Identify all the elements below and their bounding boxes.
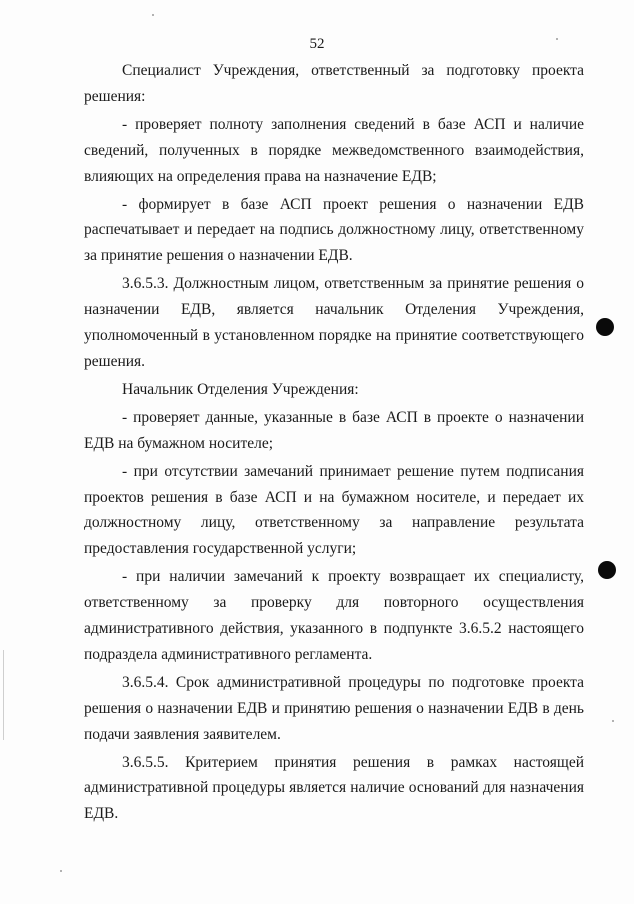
paragraph-no-remarks: - при отсутствии замечаний принимает решение путем подписания проектов решения в базе АСП и на бумажном носителе, и передает их должностному лицу, ответственному за направление результата предоставления государственной услуги; [84,462,584,558]
page-number: 52 [309,36,325,52]
paragraph-3-6-5-3: 3.6.5.3. Должностным лицом, ответственным за принятие решения о назначении ЕДВ, является начальник Отделения Учреждения, уполномоченный в установленном порядке на принятие соответствующего решения. [84,275,584,370]
paragraph-form-draft: - формирует в базе АСП проект решения о назначении ЕДВ распечатывает и передает на подпись должностному лицу, ответственному за принятие решения о назначении ЕДВ. [84,195,584,265]
paragraph-head-of-office: Начальник Отделения Учреждения: [122,380,359,398]
scan-edge-mark [3,650,4,740]
paragraph-3-6-5-4: 3.6.5.4. Срок административной процедуры по подготовке проекта решения о назначении ЕДВ и принятию решения о назначении ЕДВ в день подачи заявления заявителем. [84,673,584,743]
document-body [84,58,584,827]
punch-hole-mark [596,318,614,336]
paragraph-with-remarks: - при наличии замечаний к проекту возвращает их специалисту, ответственному за проверку для повторного осуществления административного действия, указанного в подпункте 3.6.5.2 настоящего подраздела административного регламента. [84,568,584,663]
scan-speck [556,38,558,40]
paragraph-specialist: Специалист Учреждения, ответственный за подготовку проекта решения: [84,62,584,105]
scan-speck [612,720,614,722]
punch-hole-mark [598,561,616,579]
scan-speck [60,870,62,872]
paragraph-check-completeness: - проверяет полноту заполнения сведений в базе АСП и наличие сведений, полученных в порядке межведомственного взаимодействия, влияющих на определения права на назначение ЕДВ; [84,115,584,185]
scan-speck [152,14,154,16]
paragraph-3-6-5-5: 3.6.5.5. Критерием принятия решения в рамках настоящей административной процедуры является наличие оснований для назначения ЕДВ. [84,753,584,823]
paragraph-check-data: - проверяет данные, указанные в базе АСП в проекте о назначении ЕДВ на бумажном носителе; [84,408,584,452]
